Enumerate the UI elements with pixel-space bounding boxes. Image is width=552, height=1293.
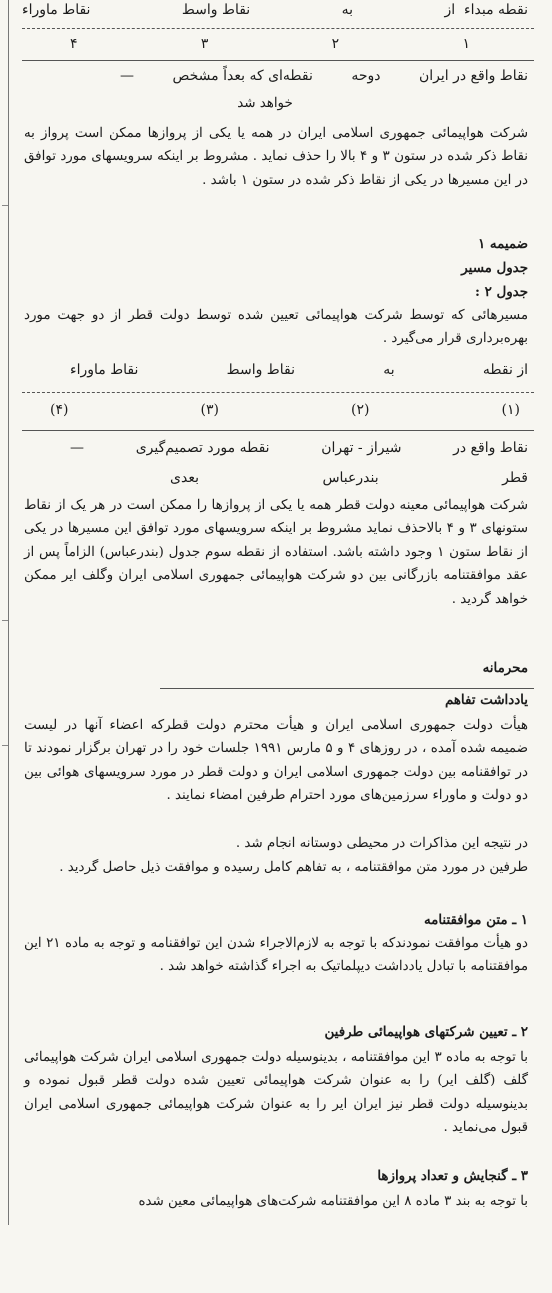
table1-num-3: ۳ xyxy=(200,36,209,52)
table1-cell-origin: نقاط واقع در ایران xyxy=(418,68,528,84)
table1-rule xyxy=(22,60,534,61)
margin-tick xyxy=(2,620,8,621)
table2-row-b xyxy=(170,470,528,486)
annex-label: ضمیمه ۱ xyxy=(478,236,528,252)
table1-num-1: ۱ xyxy=(462,36,470,52)
margin-rule xyxy=(8,0,9,1225)
mou-title: یادداشت تفاهم xyxy=(444,692,528,708)
table1-header-beyond: نقاط ماوراء xyxy=(22,2,91,18)
section-2-title: ۲ ـ تعیین شرکتهای هواپیمائی طرفین xyxy=(324,1024,528,1040)
table1-cell-intermediate: نقطه‌ای که بعداً مشخص xyxy=(172,68,313,84)
table2-rule xyxy=(22,430,534,431)
table2-cell-from-2: قطر xyxy=(502,470,528,486)
table2-cell-from: نقاط واقع در xyxy=(453,440,528,456)
table1-row-a xyxy=(120,68,528,84)
section-1-title: ۱ ـ متن موافقتنامه xyxy=(423,912,528,928)
table2-num-3: (۳) xyxy=(200,402,219,418)
route-table-label: جدول مسیر xyxy=(461,260,528,276)
paragraph-7: دو هیأت موافقت نمودندکه با توجه به لازم‌الاجراء شدن این توافقنامه و توجه به ماده ۲۱ این موافقتنامه با تبادل یادداشت دیپلماتیک به اجراء گذاشته خواهد شد . xyxy=(24,936,529,975)
paragraph-6: طرفین در مورد متن موافقتنامه ، به تفاهم کامل رسیده و موافقت ذیل حاصل گردید . xyxy=(59,860,528,875)
table2-header-to: به xyxy=(383,362,395,378)
table2-header-intermediate: نقاط واسط xyxy=(226,362,295,378)
table2-cell-beyond: — xyxy=(70,440,85,456)
paragraph-5: در نتیجه این مذاکرات در محیطی دوستانه انجام شد . xyxy=(235,836,528,851)
table1-number-row xyxy=(70,36,470,52)
table2-header-beyond: نقاط ماوراء xyxy=(70,362,139,378)
paragraph-4: هیأت دولت جمهوری اسلامی ایران و هیأت محترم دولت قطرکه اعضاء آنها در لیست ضمیمه شده آمده ، در روزهای ۴ و ۵ مارس ۱۹۹۱ جلسات خود را در تهران برگزار نمودند تا در توافقنامه بین دولت جمهوری اسلامی ایران و دولت قطر در مورد سرویسهای هوائی بین دو دولت و ماوراء سرزمین‌های مورد احترام طرفین امضاء نمایند . xyxy=(24,718,528,804)
table2-num-1: (۱) xyxy=(501,402,520,418)
table2-num-2: (۲) xyxy=(351,402,370,418)
confidential-label: محرمانه xyxy=(482,660,528,676)
table2-label: جدول ۲ : xyxy=(475,284,528,300)
table1-header-intermediate: نقاط واسط xyxy=(181,2,251,18)
table1-header-to: به xyxy=(341,2,354,18)
section-rule xyxy=(160,688,534,689)
table1-cell-to: دوحه xyxy=(351,68,381,84)
document-page xyxy=(10,0,540,1293)
table2-cell-to-2: بندرعباس xyxy=(322,470,379,486)
table2-num-4: (۴) xyxy=(50,402,69,418)
table1-header-row xyxy=(22,2,528,18)
table2-number-row xyxy=(50,402,520,418)
table1-header-origin: نقطه مبداء از xyxy=(444,2,528,18)
table2-cell-to: شیراز - تهران xyxy=(321,440,402,456)
paragraph-9: با توجه به بند ۳ ماده ۸ این موافقتنامه شرکت‌های هواپیمائی معین شده xyxy=(138,1194,528,1209)
section-3-title: ۳ ـ گنجایش و تعداد پروازها xyxy=(377,1168,528,1184)
table2-header-from: از نقطه xyxy=(482,362,528,378)
table2-rule xyxy=(22,392,534,393)
table1-cell-beyond: — xyxy=(120,68,135,84)
table2-row-a xyxy=(70,440,528,456)
margin-tick xyxy=(2,745,8,746)
paragraph-8: با توجه به ماده ۳ این موافقتنامه ، بدینوسیله دولت جمهوری اسلامی ایران شرکت هواپیمائی گلف (گلف ایر) را به عنوان شرکت هواپیمائی تعیین شده دولت قطر قبول نموده و بدینوسیله دولت قطر نیز ایران ایر را به عنوان شرکت هواپیمائی جمهوری اسلامی ایران قبول می‌نماید . xyxy=(24,1050,528,1136)
margin-tick xyxy=(2,205,8,206)
table2-cell-intermediate-2: بعدی xyxy=(170,470,199,486)
paragraph-3: شرکت هواپیمائی معینه دولت قطر همه یا یکی از پروازها را ممکن است در هر یک از نقاط ستونهای ۳ و ۴ بالاحذف نماید مشروط بر اینکه سرویسهای مورد توافق این مسیرها در یکی از نقاط ستون ۱ وجود داشته باشد. استفاده از نقطه سوم جدول (بندرعباس) الزاماً پس از عقد موافقتنامه بازرگانی بین دو شرکت هواپیمائی جمهوری اسلامی ایران وگلف ایر ممکن خواهد گردید . xyxy=(24,498,528,607)
paragraph-2: مسیرهائی که توسط شرکت هواپیمائی تعیین شده توسط دولت قطر از دو جهت مورد بهره‌برداری قرار می‌گیرد . xyxy=(24,308,528,347)
table1-num-2: ۲ xyxy=(331,36,340,52)
table1-rule xyxy=(22,28,534,29)
table1-row-b: خواهد شد xyxy=(237,96,293,111)
table2-header-row xyxy=(70,362,528,378)
table1-num-4: ۴ xyxy=(70,36,78,52)
paragraph-1: شرکت هواپیمائی جمهوری اسلامی ایران در همه یا یکی از پروازها ممکن است پرواز به نقاط ذکر شده در ستون ۳ و ۴ بالا را حذف نماید . مشروط بر اینکه سرویسهای مورد توافق در این مسیرها در یکی از نقاط ذکر شده در ستون ۱ باشد . xyxy=(24,126,528,188)
table2-cell-intermediate: نقطه مورد تصمیم‌گیری xyxy=(135,440,270,456)
